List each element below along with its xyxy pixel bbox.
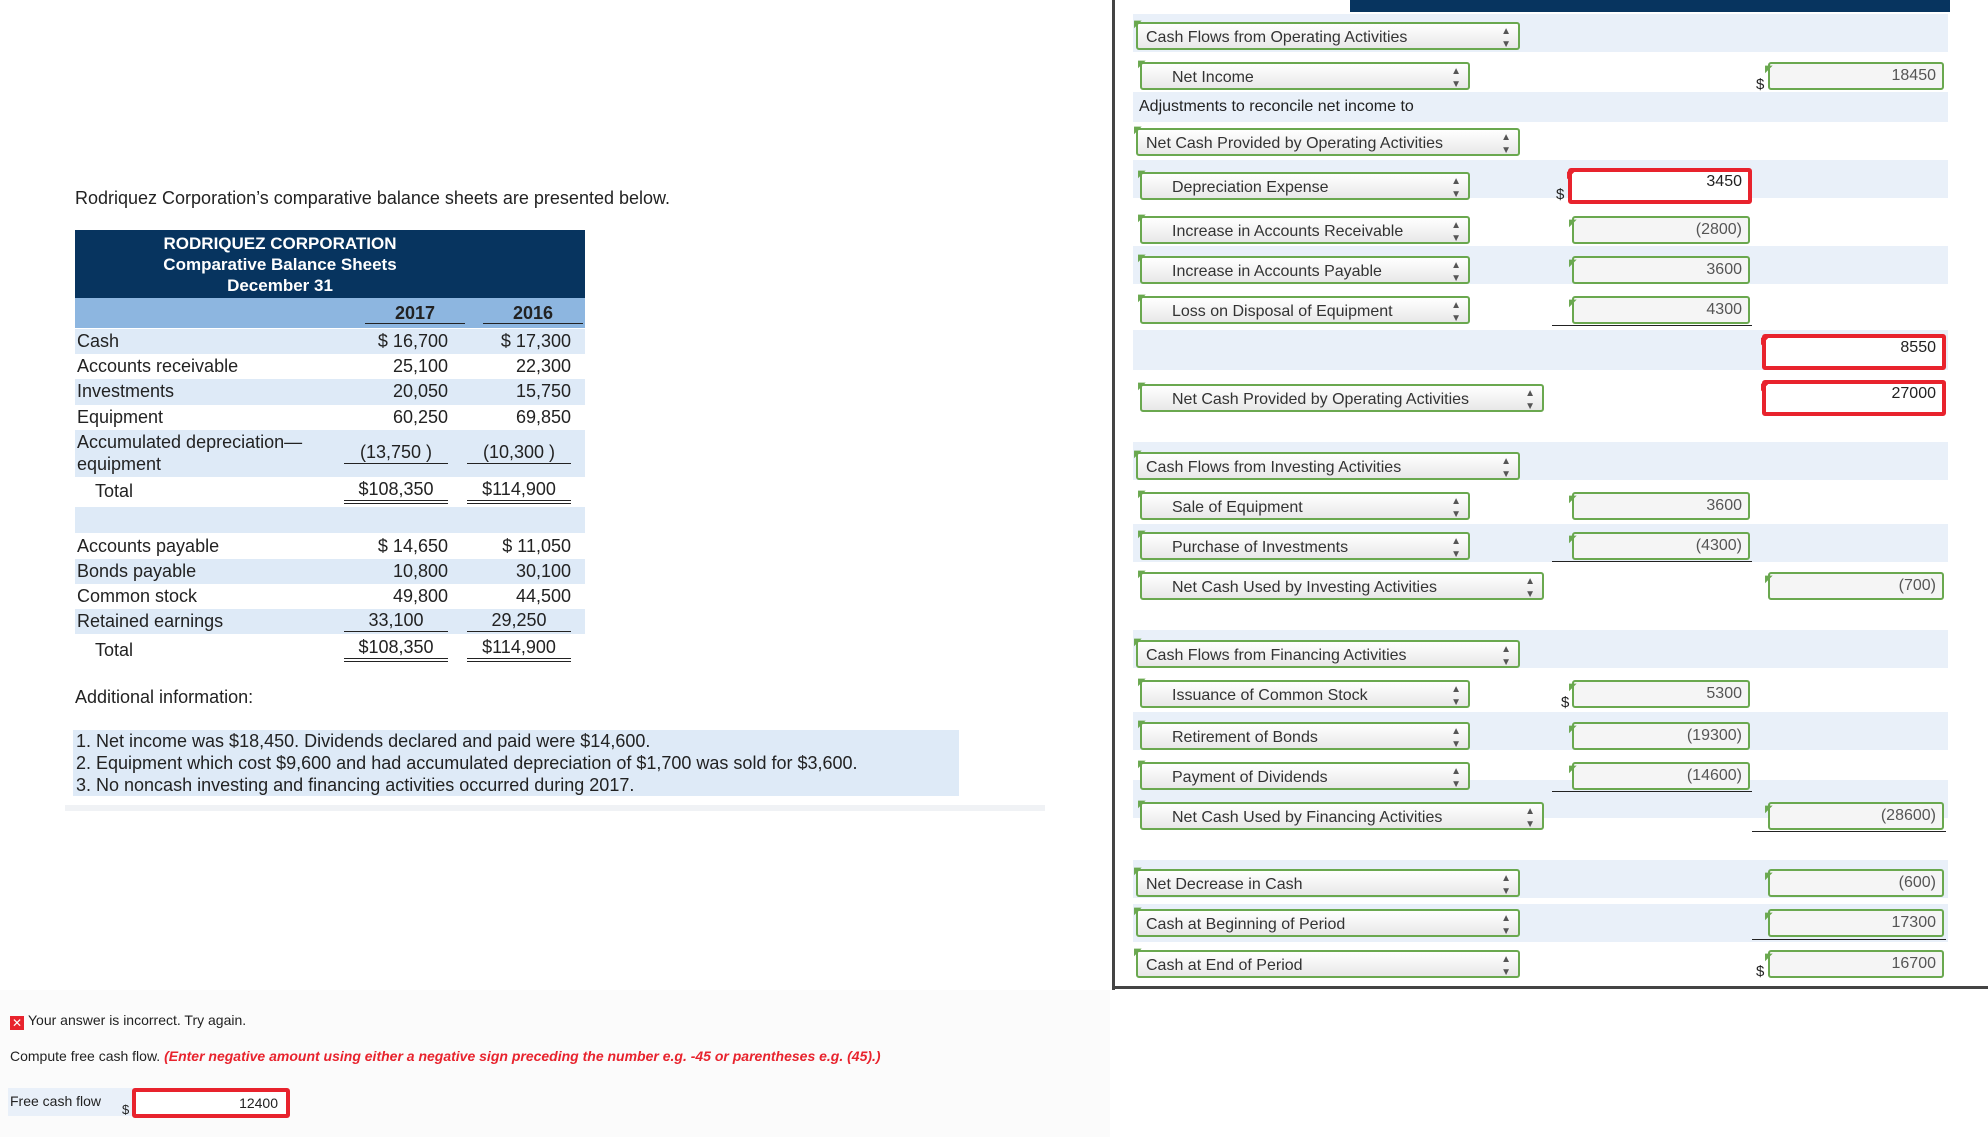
free-cash-flow-input[interactable]: 12400 — [132, 1088, 290, 1118]
balance-sheet-header — [75, 230, 585, 298]
select-arrows-icon: ▲ ▼ — [1525, 806, 1535, 830]
select-arrows-icon: ▲ ▼ — [1451, 536, 1461, 560]
adjust-net-cash-select[interactable]: ◤ Net Cash Provided by Operating Activities ▲ ▼ — [1136, 128, 1520, 156]
select-arrows-icon: ▲ ▼ — [1451, 726, 1461, 750]
additional-info-notes — [73, 730, 959, 796]
incorrect-message: ✕ Your answer is incorrect. Try again. — [11, 1012, 247, 1030]
bs-row-liabilities-total: Total $108,350 $114,900 — [75, 634, 585, 664]
bs-row-accounts-payable: Accounts payable $ 14,650 $ 11,050 — [77, 536, 571, 556]
correct-flag-icon: ◤ — [1765, 804, 1773, 815]
note-3: 3. No noncash investing and financing activities occurred during 2017. — [76, 775, 635, 795]
depreciation-select[interactable]: ◤ Depreciation Expense ▲ ▼ — [1140, 172, 1470, 200]
correct-flag-icon: ◤ — [1765, 64, 1773, 75]
retirement-bonds-input[interactable]: ◤ (19300) — [1572, 722, 1750, 750]
cash-beginning-select[interactable]: ◤ Cash at Beginning of Period ▲ ▼ — [1136, 909, 1520, 937]
note-1: 1. Net income was $18,450. Dividends declared and paid were $14,600. — [76, 731, 651, 751]
dollar-sign: $ — [1556, 186, 1565, 203]
instruction: Compute free cash flow. (Enter negative amount using either a negative sign preceding the number e.g. -45 or parentheses e.g. (45).) — [10, 1048, 881, 1064]
adjustments-text: Adjustments to reconcile net income to — [1139, 98, 1414, 115]
correct-flag-icon: ◤ — [1134, 637, 1142, 648]
investing-net-input[interactable]: ◤ (700) — [1768, 572, 1944, 600]
dollar-sign: $ — [1561, 694, 1570, 711]
select-arrows-icon: ▲ ▼ — [1451, 176, 1461, 200]
additional-info-label: Additional information: — [75, 687, 254, 707]
intro-text: Rodriquez Corporation’s comparative balance sheets are presented below. — [75, 188, 671, 208]
cash-end-select[interactable]: ◤ Cash at End of Period ▲ ▼ — [1136, 950, 1520, 978]
financing-net-select[interactable]: ◤ Net Cash Used by Financing Activities ▲ ▼ — [1140, 802, 1544, 830]
financing-net-input[interactable]: ◤ (28600) — [1768, 802, 1944, 830]
correct-flag-icon: ◤ — [1765, 574, 1773, 585]
correct-flag-icon: ◤ — [1134, 125, 1142, 136]
operating-net-input[interactable]: ◤ 27000 — [1762, 380, 1946, 416]
net-income-input[interactable]: ◤ 18450 — [1768, 62, 1944, 90]
bs-row-investments: Investments 20,050 15,750 — [75, 379, 585, 405]
bs-row-equipment: Equipment 60,250 69,850 — [77, 407, 571, 427]
select-arrows-icon: ▲ ▼ — [1451, 220, 1461, 244]
cash-end-input[interactable]: ◤ 16700 — [1768, 950, 1944, 978]
cf-header-bar — [1350, 0, 1750, 12]
correct-flag-icon: ◤ — [1569, 682, 1577, 693]
financing-header-select[interactable]: ◤ Cash Flows from Financing Activities ▲ ▼ — [1136, 640, 1520, 668]
section-divider — [65, 805, 1045, 811]
sale-equipment-input[interactable]: ◤ 3600 — [1572, 492, 1750, 520]
correct-flag-icon: ◤ — [1138, 529, 1146, 540]
total-underline — [1752, 939, 1946, 940]
correct-flag-icon: ◤ — [1134, 19, 1142, 30]
operating-header-select[interactable]: ◤ Cash Flows from Operating Activities ▲ ▼ — [1136, 22, 1520, 50]
dividends-input[interactable]: ◤ (14600) — [1572, 762, 1750, 790]
year-header-row — [75, 298, 585, 328]
correct-flag-icon: ◤ — [1765, 952, 1773, 963]
correct-flag-icon: ◤ — [1569, 258, 1577, 269]
select-arrows-icon: ▲ ▼ — [1451, 684, 1461, 708]
correct-flag-icon: ◤ — [1138, 677, 1146, 688]
select-arrows-icon: ▲ ▼ — [1501, 456, 1511, 480]
select-arrows-icon: ▲ ▼ — [1451, 496, 1461, 520]
correct-flag-icon: ◤ — [1138, 799, 1146, 810]
net-change-input[interactable]: ◤ (600) — [1768, 869, 1944, 897]
select-arrows-icon: ▲ ▼ — [1501, 954, 1511, 978]
note-2: 2. Equipment which cost $9,600 and had accumulated depreciation of $1,700 was sold for $3,600. — [76, 753, 858, 773]
correct-flag-icon: ◤ — [1765, 911, 1773, 922]
sale-equipment-select[interactable]: ◤ Sale of Equipment ▲ ▼ — [1140, 492, 1470, 520]
loss-disposal-input[interactable]: ◤ 4300 — [1572, 296, 1750, 324]
incorrect-flag-icon: ◤ — [1761, 382, 1769, 393]
dollar-sign: $ — [122, 1102, 130, 1117]
investing-net-select[interactable]: ◤ Net Cash Used by Investing Activities ▲ ▼ — [1140, 572, 1544, 600]
cash-beginning-input[interactable]: ◤ 17300 — [1768, 909, 1944, 937]
statement-date: December 31 — [227, 276, 333, 295]
adjustments-total-input[interactable]: ◤ 8550 — [1762, 334, 1946, 370]
correct-flag-icon: ◤ — [1569, 218, 1577, 229]
select-arrows-icon: ▲ ▼ — [1501, 26, 1511, 50]
correct-flag-icon: ◤ — [1138, 59, 1146, 70]
issuance-stock-select[interactable]: ◤ Issuance of Common Stock ▲ ▼ — [1140, 680, 1470, 708]
investing-header-select[interactable]: ◤ Cash Flows from Investing Activities ▲ ▼ — [1136, 452, 1520, 480]
correct-flag-icon: ◤ — [1138, 381, 1146, 392]
correct-flag-icon: ◤ — [1138, 569, 1146, 580]
correct-flag-icon: ◤ — [1765, 871, 1773, 882]
subtotal-underline — [1552, 325, 1752, 326]
cf-frame-left — [1112, 0, 1115, 990]
bs-row-retained-earnings: Retained earnings 33,100 29,250 — [75, 609, 585, 634]
cf-frame-bottom — [1112, 986, 1988, 989]
subtotal-underline — [1552, 561, 1752, 562]
company-name: RODRIQUEZ CORPORATION — [163, 234, 397, 253]
accounts-receivable-select[interactable]: ◤ Increase in Accounts Receivable ▲ ▼ — [1140, 216, 1470, 244]
total-underline — [1752, 831, 1946, 832]
bs-row-common-stock: Common stock 49,800 44,500 — [77, 586, 571, 606]
purchase-investments-input[interactable]: ◤ (4300) — [1572, 532, 1750, 560]
correct-flag-icon: ◤ — [1569, 494, 1577, 505]
purchase-investments-select[interactable]: ◤ Purchase of Investments ▲ ▼ — [1140, 532, 1470, 560]
correct-flag-icon: ◤ — [1134, 866, 1142, 877]
issuance-stock-input[interactable]: ◤ 5300 — [1572, 680, 1750, 708]
correct-flag-icon: ◤ — [1138, 169, 1146, 180]
net-income-select[interactable]: ◤ Net Income ▲ ▼ — [1140, 62, 1470, 90]
select-arrows-icon: ▲ ▼ — [1501, 873, 1511, 897]
net-change-select[interactable]: ◤ Net Decrease in Cash ▲ ▼ — [1136, 869, 1520, 897]
correct-flag-icon: ◤ — [1138, 719, 1146, 730]
select-arrows-icon: ▲ ▼ — [1501, 644, 1511, 668]
correct-flag-icon: ◤ — [1134, 449, 1142, 460]
cf-header-bar-right — [1740, 0, 1950, 12]
dividends-select[interactable]: ◤ Payment of Dividends ▲ ▼ — [1140, 762, 1470, 790]
fcf-label: Free cash flow — [10, 1093, 102, 1109]
select-arrows-icon: ▲ ▼ — [1501, 913, 1511, 937]
correct-flag-icon: ◤ — [1569, 724, 1577, 735]
incorrect-flag-icon: ◤ — [1761, 336, 1769, 347]
bs-row-cash: Cash $ 16,700 $ 17,300 — [75, 329, 585, 354]
statement-title: Comparative Balance Sheets — [163, 255, 397, 274]
correct-flag-icon: ◤ — [1569, 764, 1577, 775]
select-arrows-icon: ▲ ▼ — [1525, 576, 1535, 600]
select-arrows-icon: ▲ ▼ — [1451, 66, 1461, 90]
subtotal-underline — [1552, 791, 1752, 792]
operating-net-select[interactable]: ◤ Net Cash Provided by Operating Activities ▲ ▼ — [1140, 384, 1544, 412]
correct-flag-icon: ◤ — [1569, 298, 1577, 309]
bs-row-assets-total: Total $108,350 $114,900 — [75, 477, 585, 507]
loss-disposal-select[interactable]: ◤ Loss on Disposal of Equipment ▲ ▼ — [1140, 296, 1470, 324]
correct-flag-icon: ◤ — [1138, 213, 1146, 224]
bs-spacer-row — [75, 507, 585, 533]
correct-flag-icon: ◤ — [1569, 534, 1577, 545]
year-2016: 2016 — [483, 303, 583, 324]
correct-flag-icon: ◤ — [1138, 759, 1146, 770]
instruction-note: (Enter negative amount using either a negative sign preceding the number e.g. -45 or parentheses e.g. (45).) — [164, 1048, 881, 1064]
error-x-icon: ✕ — [11, 1016, 23, 1030]
select-arrows-icon: ▲ ▼ — [1451, 766, 1461, 790]
select-arrows-icon: ▲ ▼ — [1525, 388, 1535, 412]
accounts-receivable-input[interactable]: ◤ (2800) — [1572, 216, 1750, 244]
correct-flag-icon: ◤ — [1138, 253, 1146, 264]
dollar-sign: $ — [1756, 76, 1765, 93]
correct-flag-icon: ◤ — [1138, 489, 1146, 500]
accounts-payable-input[interactable]: ◤ 3600 — [1572, 256, 1750, 284]
retirement-bonds-select[interactable]: ◤ Retirement of Bonds ▲ ▼ — [1140, 722, 1470, 750]
depreciation-input[interactable]: ◤ 3450 — [1568, 168, 1752, 204]
select-arrows-icon: ▲ ▼ — [1501, 132, 1511, 156]
dollar-sign: $ — [1756, 963, 1765, 980]
correct-flag-icon: ◤ — [1134, 906, 1142, 917]
bs-row-accumulated-depreciation: Accumulated depreciation— equipment (13,750 ) (10,300 ) — [75, 430, 585, 477]
accounts-payable-select[interactable]: ◤ Increase in Accounts Payable ▲ ▼ — [1140, 256, 1470, 284]
correct-flag-icon: ◤ — [1134, 947, 1142, 958]
year-2017: 2017 — [365, 303, 465, 324]
bs-row-accounts-receivable: Accounts receivable 25,100 22,300 — [77, 356, 571, 376]
incorrect-flag-icon: ◤ — [1567, 170, 1575, 181]
select-arrows-icon: ▲ ▼ — [1451, 300, 1461, 324]
correct-flag-icon: ◤ — [1138, 293, 1146, 304]
select-arrows-icon: ▲ ▼ — [1451, 260, 1461, 284]
bs-row-bonds-payable: Bonds payable 10,800 30,100 — [75, 559, 585, 584]
